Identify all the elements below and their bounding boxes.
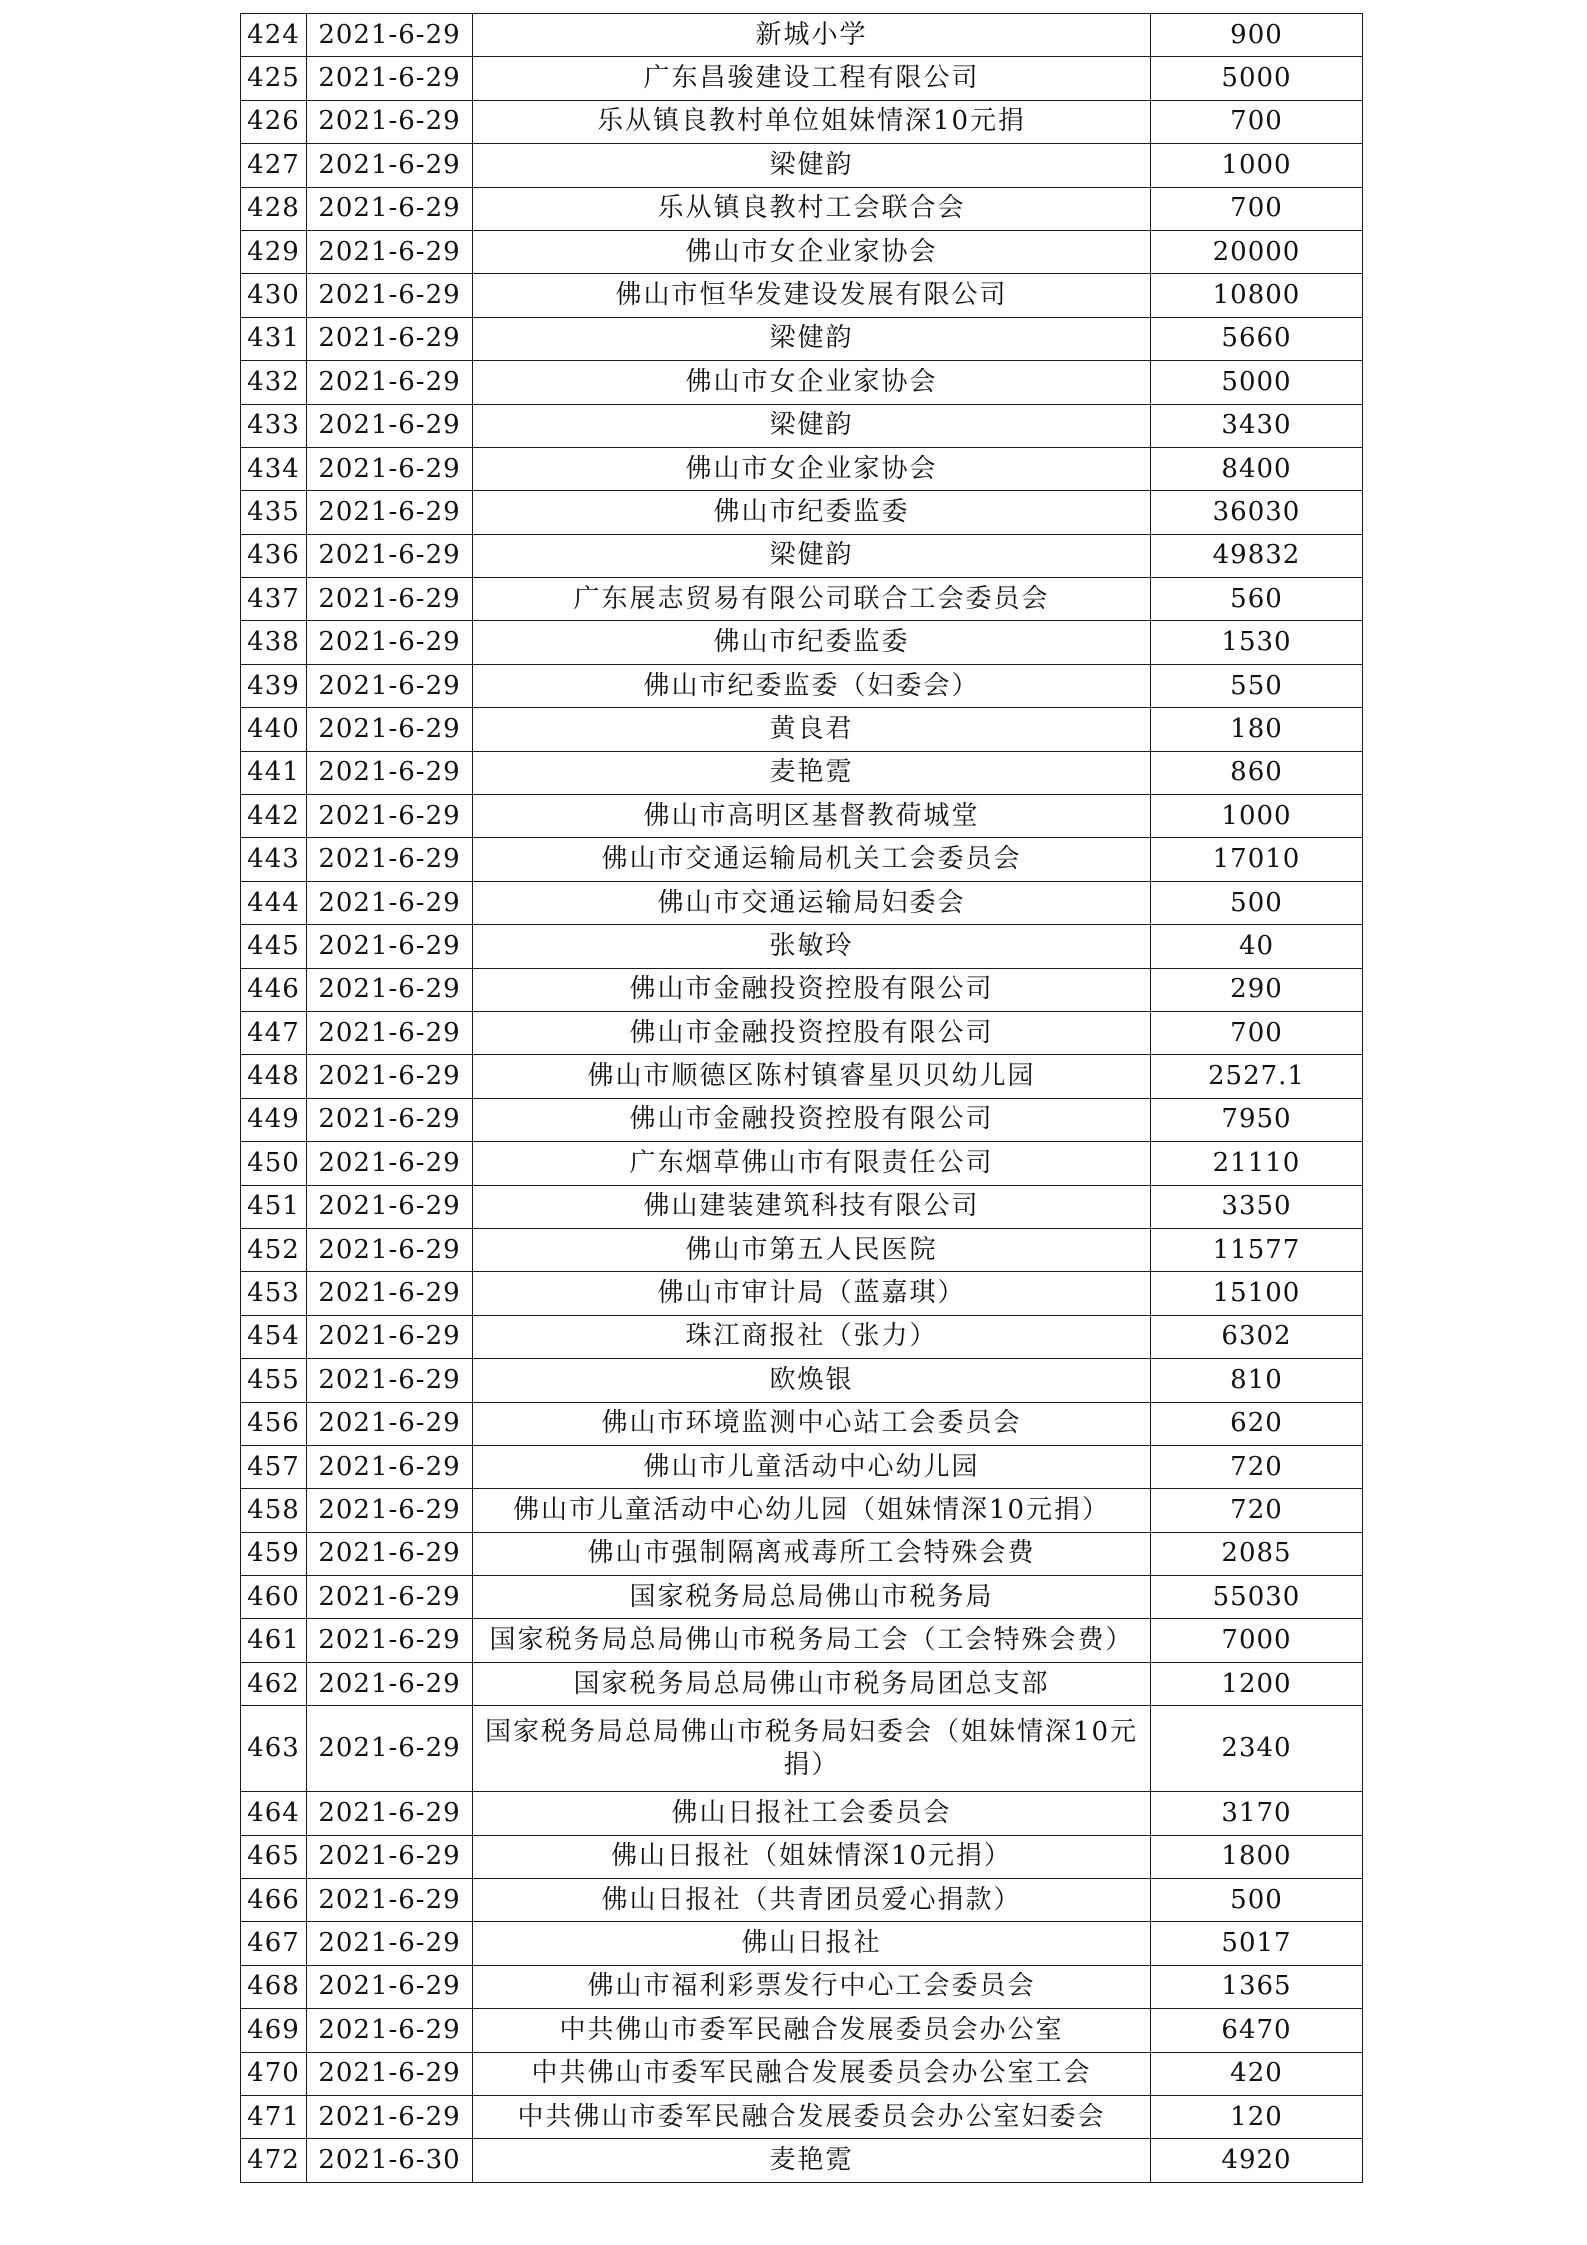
amount-cell: 10800 bbox=[1151, 274, 1363, 317]
table-row bbox=[241, 1835, 1363, 1878]
amount-cell: 1200 bbox=[1151, 1662, 1363, 1705]
row-number-cell: 447 bbox=[241, 1011, 307, 1054]
amount-cell: 720 bbox=[1151, 1489, 1363, 1532]
donor-name-cell: 麦艳霓 bbox=[473, 2139, 1151, 2182]
donor-name-cell: 梁健韵 bbox=[473, 404, 1151, 447]
row-number-cell: 428 bbox=[241, 187, 307, 230]
table-row bbox=[241, 1315, 1363, 1358]
table-row bbox=[241, 317, 1363, 360]
table-row bbox=[241, 1879, 1363, 1922]
date-cell: 2021-6-29 bbox=[307, 404, 473, 447]
table-row bbox=[241, 578, 1363, 621]
date-cell: 2021-6-29 bbox=[307, 100, 473, 143]
row-number-cell: 455 bbox=[241, 1359, 307, 1402]
date-cell: 2021-6-29 bbox=[307, 534, 473, 577]
table-row bbox=[241, 1011, 1363, 1054]
date-cell: 2021-6-29 bbox=[307, 57, 473, 100]
donor-name-cell: 佛山市女企业家协会 bbox=[473, 447, 1151, 490]
table-row bbox=[241, 187, 1363, 230]
amount-cell: 36030 bbox=[1151, 491, 1363, 534]
table-row bbox=[241, 1055, 1363, 1098]
donor-name-cell: 佛山市儿童活动中心幼儿园（姐妹情深10元捐） bbox=[473, 1489, 1151, 1532]
donor-name-cell: 佛山日报社 bbox=[473, 1922, 1151, 1965]
table-row bbox=[241, 664, 1363, 707]
row-number-cell: 465 bbox=[241, 1835, 307, 1878]
date-cell: 2021-6-29 bbox=[307, 838, 473, 881]
row-number-cell: 453 bbox=[241, 1272, 307, 1315]
donor-name-cell: 佛山市交通运输局机关工会委员会 bbox=[473, 838, 1151, 881]
table-row bbox=[241, 57, 1363, 100]
date-cell: 2021-6-29 bbox=[307, 1662, 473, 1705]
table-row bbox=[241, 534, 1363, 577]
date-cell: 2021-6-29 bbox=[307, 317, 473, 360]
amount-cell: 20000 bbox=[1151, 230, 1363, 273]
amount-cell: 500 bbox=[1151, 1879, 1363, 1922]
amount-cell: 900 bbox=[1151, 14, 1363, 57]
row-number-cell: 435 bbox=[241, 491, 307, 534]
donor-name-cell: 梁健韵 bbox=[473, 534, 1151, 577]
table-row bbox=[241, 404, 1363, 447]
date-cell: 2021-6-29 bbox=[307, 1619, 473, 1662]
row-number-cell: 429 bbox=[241, 230, 307, 273]
amount-cell: 810 bbox=[1151, 1359, 1363, 1402]
table-row bbox=[241, 795, 1363, 838]
amount-cell: 290 bbox=[1151, 968, 1363, 1011]
date-cell: 2021-6-29 bbox=[307, 187, 473, 230]
donor-name-cell: 国家税务局总局佛山市税务局团总支部 bbox=[473, 1662, 1151, 1705]
row-number-cell: 451 bbox=[241, 1185, 307, 1228]
row-number-cell: 469 bbox=[241, 2009, 307, 2052]
amount-cell: 5660 bbox=[1151, 317, 1363, 360]
row-number-cell: 424 bbox=[241, 14, 307, 57]
row-number-cell: 471 bbox=[241, 2095, 307, 2138]
table-row bbox=[241, 2009, 1363, 2052]
donor-name-cell: 广东昌骏建设工程有限公司 bbox=[473, 57, 1151, 100]
table-row bbox=[241, 361, 1363, 404]
donor-name-cell: 梁健韵 bbox=[473, 317, 1151, 360]
amount-cell: 560 bbox=[1151, 578, 1363, 621]
row-number-cell: 432 bbox=[241, 361, 307, 404]
date-cell: 2021-6-29 bbox=[307, 14, 473, 57]
amount-cell: 5017 bbox=[1151, 1922, 1363, 1965]
donor-name-cell: 梁健韵 bbox=[473, 144, 1151, 187]
date-cell: 2021-6-29 bbox=[307, 447, 473, 490]
table-row bbox=[241, 838, 1363, 881]
amount-cell: 11577 bbox=[1151, 1228, 1363, 1271]
donor-name-cell: 国家税务局总局佛山市税务局工会（工会特殊会费） bbox=[473, 1619, 1151, 1662]
date-cell: 2021-6-29 bbox=[307, 925, 473, 968]
donor-name-cell: 广东烟草佛山市有限责任公司 bbox=[473, 1142, 1151, 1185]
amount-cell: 6302 bbox=[1151, 1315, 1363, 1358]
row-number-cell: 434 bbox=[241, 447, 307, 490]
date-cell: 2021-6-29 bbox=[307, 361, 473, 404]
date-cell: 2021-6-29 bbox=[307, 1965, 473, 2008]
row-number-cell: 456 bbox=[241, 1402, 307, 1445]
date-cell: 2021-6-29 bbox=[307, 491, 473, 534]
table-row bbox=[241, 925, 1363, 968]
table-row bbox=[241, 2139, 1363, 2182]
table-row bbox=[241, 1098, 1363, 1141]
donor-name-cell: 国家税务局总局佛山市税务局妇委会（姐妹情深10元捐） bbox=[473, 1706, 1151, 1792]
date-cell: 2021-6-30 bbox=[307, 2139, 473, 2182]
table-row bbox=[241, 751, 1363, 794]
date-cell: 2021-6-29 bbox=[307, 751, 473, 794]
date-cell: 2021-6-29 bbox=[307, 1445, 473, 1488]
date-cell: 2021-6-29 bbox=[307, 1922, 473, 1965]
amount-cell: 21110 bbox=[1151, 1142, 1363, 1185]
table-row bbox=[241, 1142, 1363, 1185]
row-number-cell: 443 bbox=[241, 838, 307, 881]
row-number-cell: 425 bbox=[241, 57, 307, 100]
amount-cell: 1000 bbox=[1151, 144, 1363, 187]
row-number-cell: 449 bbox=[241, 1098, 307, 1141]
amount-cell: 180 bbox=[1151, 708, 1363, 751]
date-cell: 2021-6-29 bbox=[307, 1315, 473, 1358]
date-cell: 2021-6-29 bbox=[307, 2052, 473, 2095]
row-number-cell: 464 bbox=[241, 1792, 307, 1835]
row-number-cell: 441 bbox=[241, 751, 307, 794]
table-row bbox=[241, 1489, 1363, 1532]
table-row bbox=[241, 1619, 1363, 1662]
amount-cell: 700 bbox=[1151, 1011, 1363, 1054]
table-row bbox=[241, 1532, 1363, 1575]
amount-cell: 1000 bbox=[1151, 795, 1363, 838]
donor-name-cell: 麦艳霓 bbox=[473, 751, 1151, 794]
date-cell: 2021-6-29 bbox=[307, 1706, 473, 1792]
row-number-cell: 440 bbox=[241, 708, 307, 751]
donor-name-cell: 佛山市金融投资控股有限公司 bbox=[473, 968, 1151, 1011]
table-row bbox=[241, 708, 1363, 751]
date-cell: 2021-6-29 bbox=[307, 578, 473, 621]
donation-table-body bbox=[241, 14, 1363, 2183]
amount-cell: 6470 bbox=[1151, 2009, 1363, 2052]
table-row bbox=[241, 491, 1363, 534]
row-number-cell: 445 bbox=[241, 925, 307, 968]
date-cell: 2021-6-29 bbox=[307, 1011, 473, 1054]
donor-name-cell: 珠江商报社（张力） bbox=[473, 1315, 1151, 1358]
donor-name-cell: 佛山市金融投资控股有限公司 bbox=[473, 1011, 1151, 1054]
date-cell: 2021-6-29 bbox=[307, 1142, 473, 1185]
date-cell: 2021-6-29 bbox=[307, 1532, 473, 1575]
row-number-cell: 463 bbox=[241, 1706, 307, 1792]
row-number-cell: 462 bbox=[241, 1662, 307, 1705]
date-cell: 2021-6-29 bbox=[307, 1359, 473, 1402]
row-number-cell: 472 bbox=[241, 2139, 307, 2182]
table-row bbox=[241, 1272, 1363, 1315]
amount-cell: 120 bbox=[1151, 2095, 1363, 2138]
date-cell: 2021-6-29 bbox=[307, 2095, 473, 2138]
donor-name-cell: 黄良君 bbox=[473, 708, 1151, 751]
row-number-cell: 454 bbox=[241, 1315, 307, 1358]
amount-cell: 55030 bbox=[1151, 1576, 1363, 1619]
amount-cell: 3350 bbox=[1151, 1185, 1363, 1228]
table-row bbox=[241, 1445, 1363, 1488]
row-number-cell: 426 bbox=[241, 100, 307, 143]
donor-name-cell: 佛山市第五人民医院 bbox=[473, 1228, 1151, 1271]
amount-cell: 720 bbox=[1151, 1445, 1363, 1488]
date-cell: 2021-6-29 bbox=[307, 664, 473, 707]
amount-cell: 1800 bbox=[1151, 1835, 1363, 1878]
table-row bbox=[241, 1792, 1363, 1835]
row-number-cell: 448 bbox=[241, 1055, 307, 1098]
amount-cell: 1365 bbox=[1151, 1965, 1363, 2008]
amount-cell: 500 bbox=[1151, 881, 1363, 924]
amount-cell: 4920 bbox=[1151, 2139, 1363, 2182]
row-number-cell: 457 bbox=[241, 1445, 307, 1488]
row-number-cell: 439 bbox=[241, 664, 307, 707]
table-row bbox=[241, 100, 1363, 143]
donation-table bbox=[240, 13, 1363, 2183]
date-cell: 2021-6-29 bbox=[307, 1185, 473, 1228]
amount-cell: 7950 bbox=[1151, 1098, 1363, 1141]
table-row bbox=[241, 1965, 1363, 2008]
amount-cell: 49832 bbox=[1151, 534, 1363, 577]
table-row bbox=[241, 1922, 1363, 1965]
amount-cell: 420 bbox=[1151, 2052, 1363, 2095]
table-row bbox=[241, 621, 1363, 664]
table-row bbox=[241, 1662, 1363, 1705]
amount-cell: 3170 bbox=[1151, 1792, 1363, 1835]
row-number-cell: 461 bbox=[241, 1619, 307, 1662]
donor-name-cell: 佛山市纪委监委（妇委会） bbox=[473, 664, 1151, 707]
donor-name-cell: 佛山市福利彩票发行中心工会委员会 bbox=[473, 1965, 1151, 2008]
row-number-cell: 436 bbox=[241, 534, 307, 577]
amount-cell: 1530 bbox=[1151, 621, 1363, 664]
date-cell: 2021-6-29 bbox=[307, 144, 473, 187]
donor-name-cell: 佛山市强制隔离戒毒所工会特殊会费 bbox=[473, 1532, 1151, 1575]
table-row bbox=[241, 1359, 1363, 1402]
row-number-cell: 438 bbox=[241, 621, 307, 664]
donor-name-cell: 佛山日报社工会委员会 bbox=[473, 1792, 1151, 1835]
amount-cell: 700 bbox=[1151, 187, 1363, 230]
row-number-cell: 442 bbox=[241, 795, 307, 838]
row-number-cell: 466 bbox=[241, 1879, 307, 1922]
row-number-cell: 431 bbox=[241, 317, 307, 360]
date-cell: 2021-6-29 bbox=[307, 2009, 473, 2052]
donor-name-cell: 中共佛山市委军民融合发展委员会办公室妇委会 bbox=[473, 2095, 1151, 2138]
donation-list bbox=[240, 13, 1363, 2183]
amount-cell: 7000 bbox=[1151, 1619, 1363, 1662]
donor-name-cell: 佛山市高明区基督教荷城堂 bbox=[473, 795, 1151, 838]
table-row bbox=[241, 968, 1363, 1011]
date-cell: 2021-6-29 bbox=[307, 1792, 473, 1835]
amount-cell: 40 bbox=[1151, 925, 1363, 968]
date-cell: 2021-6-29 bbox=[307, 230, 473, 273]
date-cell: 2021-6-29 bbox=[307, 1098, 473, 1141]
amount-cell: 5000 bbox=[1151, 361, 1363, 404]
amount-cell: 620 bbox=[1151, 1402, 1363, 1445]
donor-name-cell: 佛山日报社（姐妹情深10元捐） bbox=[473, 1835, 1151, 1878]
donor-name-cell: 佛山市儿童活动中心幼儿园 bbox=[473, 1445, 1151, 1488]
table-row bbox=[241, 881, 1363, 924]
donor-name-cell: 佛山日报社（共青团员爱心捐款） bbox=[473, 1879, 1151, 1922]
donor-name-cell: 佛山市交通运输局妇委会 bbox=[473, 881, 1151, 924]
row-number-cell: 452 bbox=[241, 1228, 307, 1271]
row-number-cell: 450 bbox=[241, 1142, 307, 1185]
date-cell: 2021-6-29 bbox=[307, 708, 473, 751]
donor-name-cell: 佛山市环境监测中心站工会委员会 bbox=[473, 1402, 1151, 1445]
table-row bbox=[241, 1185, 1363, 1228]
row-number-cell: 430 bbox=[241, 274, 307, 317]
donor-name-cell: 佛山市女企业家协会 bbox=[473, 230, 1151, 273]
amount-cell: 550 bbox=[1151, 664, 1363, 707]
amount-cell: 700 bbox=[1151, 100, 1363, 143]
date-cell: 2021-6-29 bbox=[307, 1402, 473, 1445]
table-row bbox=[241, 1576, 1363, 1619]
table-row bbox=[241, 274, 1363, 317]
amount-cell: 15100 bbox=[1151, 1272, 1363, 1315]
donor-name-cell: 欧焕银 bbox=[473, 1359, 1151, 1402]
date-cell: 2021-6-29 bbox=[307, 1228, 473, 1271]
date-cell: 2021-6-29 bbox=[307, 621, 473, 664]
row-number-cell: 427 bbox=[241, 144, 307, 187]
amount-cell: 860 bbox=[1151, 751, 1363, 794]
date-cell: 2021-6-29 bbox=[307, 1879, 473, 1922]
date-cell: 2021-6-29 bbox=[307, 1489, 473, 1532]
row-number-cell: 437 bbox=[241, 578, 307, 621]
donor-name-cell: 佛山市顺德区陈村镇睿星贝贝幼儿园 bbox=[473, 1055, 1151, 1098]
donor-name-cell: 乐从镇良教村单位姐妹情深10元捐 bbox=[473, 100, 1151, 143]
row-number-cell: 468 bbox=[241, 1965, 307, 2008]
donor-name-cell: 张敏玲 bbox=[473, 925, 1151, 968]
table-row bbox=[241, 1706, 1363, 1792]
date-cell: 2021-6-29 bbox=[307, 1272, 473, 1315]
donor-name-cell: 佛山市纪委监委 bbox=[473, 491, 1151, 534]
amount-cell: 8400 bbox=[1151, 447, 1363, 490]
date-cell: 2021-6-29 bbox=[307, 881, 473, 924]
donor-name-cell: 国家税务局总局佛山市税务局 bbox=[473, 1576, 1151, 1619]
table-row bbox=[241, 447, 1363, 490]
amount-cell: 2527.1 bbox=[1151, 1055, 1363, 1098]
row-number-cell: 444 bbox=[241, 881, 307, 924]
date-cell: 2021-6-29 bbox=[307, 1835, 473, 1878]
date-cell: 2021-6-29 bbox=[307, 968, 473, 1011]
donor-name-cell: 中共佛山市委军民融合发展委员会办公室工会 bbox=[473, 2052, 1151, 2095]
donor-name-cell: 佛山市金融投资控股有限公司 bbox=[473, 1098, 1151, 1141]
amount-cell: 17010 bbox=[1151, 838, 1363, 881]
amount-cell: 2085 bbox=[1151, 1532, 1363, 1575]
amount-cell: 3430 bbox=[1151, 404, 1363, 447]
table-row bbox=[241, 1228, 1363, 1271]
date-cell: 2021-6-29 bbox=[307, 274, 473, 317]
donor-name-cell: 新城小学 bbox=[473, 14, 1151, 57]
amount-cell: 5000 bbox=[1151, 57, 1363, 100]
row-number-cell: 433 bbox=[241, 404, 307, 447]
donor-name-cell: 佛山市审计局（蓝嘉琪） bbox=[473, 1272, 1151, 1315]
donor-name-cell: 佛山市纪委监委 bbox=[473, 621, 1151, 664]
date-cell: 2021-6-29 bbox=[307, 1576, 473, 1619]
row-number-cell: 459 bbox=[241, 1532, 307, 1575]
donor-name-cell: 佛山建装建筑科技有限公司 bbox=[473, 1185, 1151, 1228]
date-cell: 2021-6-29 bbox=[307, 795, 473, 838]
donor-name-cell: 中共佛山市委军民融合发展委员会办公室 bbox=[473, 2009, 1151, 2052]
amount-cell: 2340 bbox=[1151, 1706, 1363, 1792]
table-row bbox=[241, 144, 1363, 187]
donor-name-cell: 佛山市女企业家协会 bbox=[473, 361, 1151, 404]
date-cell: 2021-6-29 bbox=[307, 1055, 473, 1098]
row-number-cell: 460 bbox=[241, 1576, 307, 1619]
row-number-cell: 446 bbox=[241, 968, 307, 1011]
table-row bbox=[241, 230, 1363, 273]
table-row bbox=[241, 14, 1363, 57]
row-number-cell: 458 bbox=[241, 1489, 307, 1532]
table-row bbox=[241, 2052, 1363, 2095]
table-row bbox=[241, 2095, 1363, 2138]
table-row bbox=[241, 1402, 1363, 1445]
donor-name-cell: 乐从镇良教村工会联合会 bbox=[473, 187, 1151, 230]
row-number-cell: 467 bbox=[241, 1922, 307, 1965]
donor-name-cell: 广东展志贸易有限公司联合工会委员会 bbox=[473, 578, 1151, 621]
donor-name-cell: 佛山市恒华发建设发展有限公司 bbox=[473, 274, 1151, 317]
row-number-cell: 470 bbox=[241, 2052, 307, 2095]
